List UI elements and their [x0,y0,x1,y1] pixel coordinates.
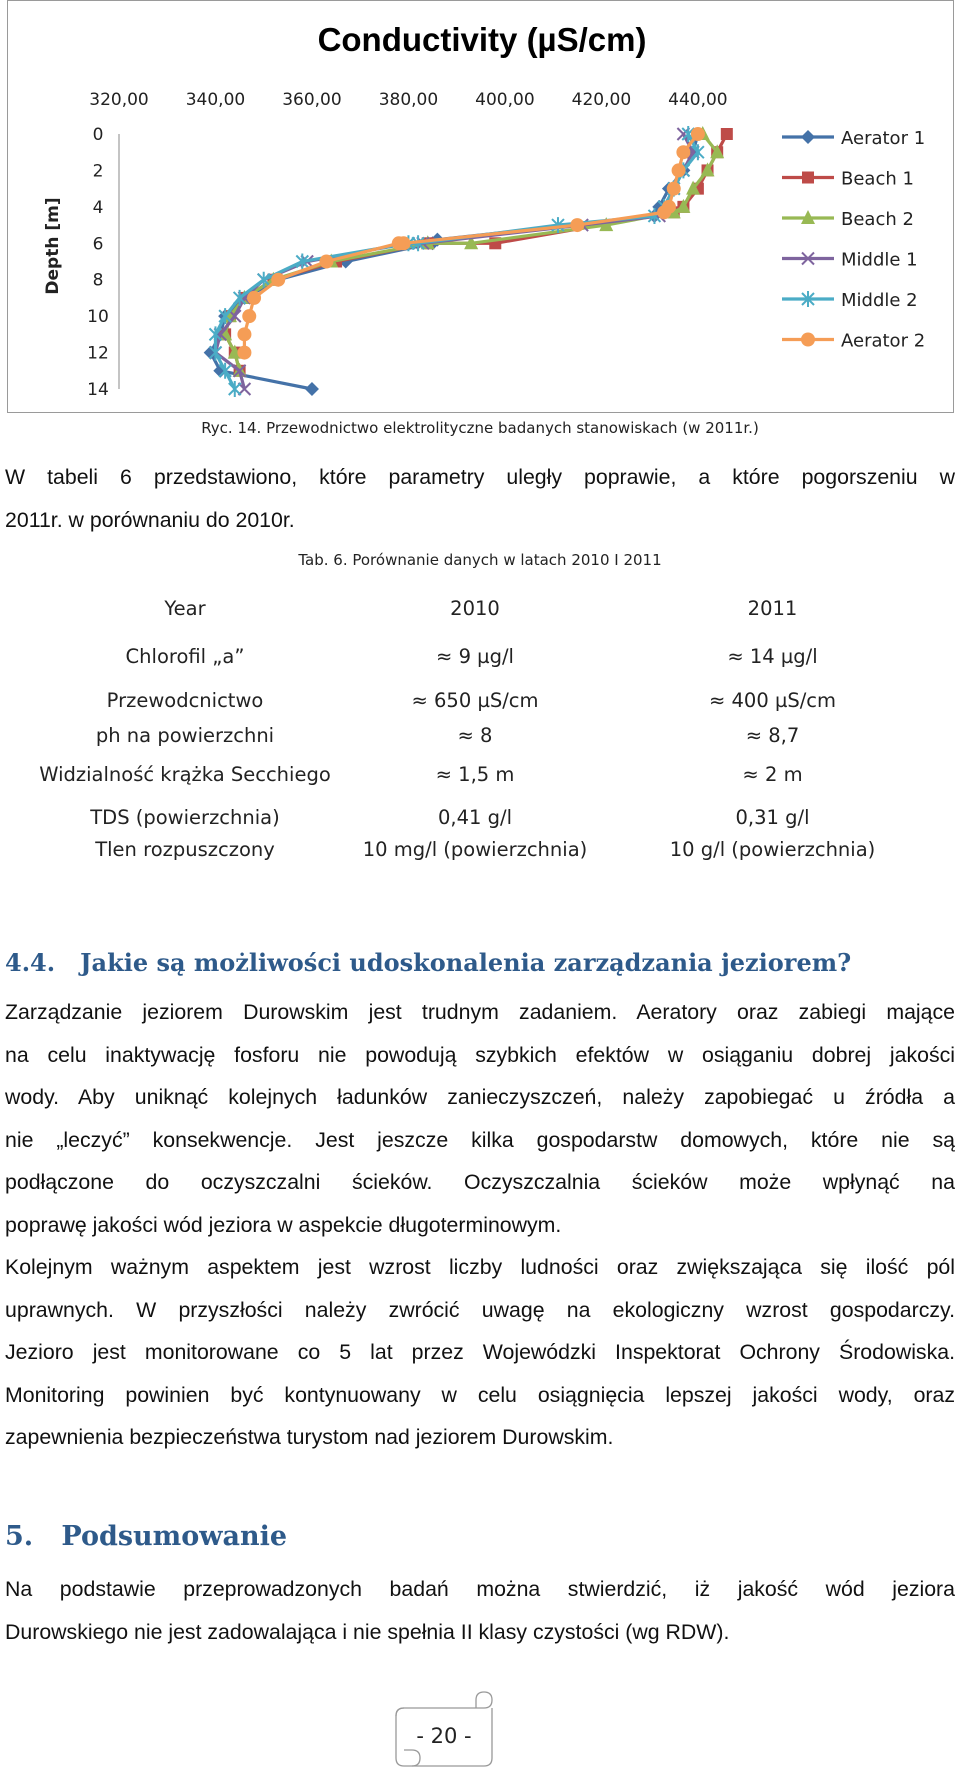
chart-title: Conductivity (µS/cm) [317,21,647,58]
data-point [392,236,406,250]
y-tick-label: 8 [92,270,104,291]
table-caption: Tab. 6. Porównanie danych w latach 2010 I 2011 [298,551,662,569]
intro-line: W tabeli 6 przedstawiono, które parametry uległy poprawie, a które pogorszeniu w [5,465,955,489]
data-point [672,163,686,177]
legend-label: Middle 2 [841,290,918,311]
x-tick-label: 320,00 [89,90,149,110]
y-tick-label: 6 [92,234,104,255]
y-tick-label: 10 [87,307,109,328]
x-tick-label: 420,00 [571,90,632,110]
y-axis-label: Depth [m] [43,197,63,295]
table-row [0,724,960,752]
body-line: Durowskiego nie jest zadowalająca i nie spełnia II klasy czystości (wg RDW). [5,1619,730,1644]
table-row [0,838,960,866]
table-cell: ≈ 14 µg/l [727,645,818,668]
table-cell: 0,31 g/l [735,806,810,829]
data-point [721,128,733,140]
y-tick-label: 12 [87,343,109,364]
data-point [271,273,285,287]
body-line: Na podstawie przeprowadzonych badań można stwierdzić, iż jakość wód jeziora [5,1577,955,1601]
y-tick-label: 14 [87,380,109,400]
legend-label: Aerator 2 [841,330,926,352]
x-tick-label: 360,00 [282,90,342,110]
body-line: Kolejnym ważnym aspektem jest wzrost liczby ludności oraz zwiększająca się ilość pól [5,1255,955,1279]
page-number: - 20 - [416,1724,472,1748]
table-cell: Chlorofil „a” [125,645,245,668]
y-tick-label: 4 [92,197,104,218]
data-point [237,346,251,360]
x-tick-label: 400,00 [475,90,535,110]
table-cell: ≈ 1,5 m [435,763,515,786]
data-point [247,291,261,305]
body-line: Jezioro jest monitorowane co 5 lat przez Wojewódzki Inspektorat Ochrony Środowiska. [5,1340,955,1364]
series-line [215,134,693,389]
body-line: na celu inaktywację fosforu nie powodują szybkich efektów w osiąganiu dobrej jakości [5,1042,955,1067]
body-line: wody. Aby uniknąć kolejnych ładunków zanieczyszczeń, należy zapobiegać u źródła a [5,1085,955,1109]
legend-marker [802,172,814,184]
table-cell: ≈ 2 m [742,763,803,786]
table-row [0,763,960,791]
table-cell: ≈ 9 µg/l [436,645,514,668]
page-number-badge [384,1688,504,1768]
legend-marker [801,130,815,144]
body-line: uprawnych. W przyszłości należy zwrócić uwagę na ekologiczny wzrost gospodarczy. [5,1297,955,1322]
data-point [676,145,690,159]
table-cell: 10 mg/l (powierzchnia) [362,838,588,861]
data-point [242,309,256,323]
table-header-row [0,597,960,625]
section-heading-4-4: 4.4. Jakie są możliwości udoskonalenia zarządzania jeziorem? [5,948,852,977]
table-cell: ph na powierzchni [95,724,275,747]
legend-marker [801,333,815,347]
legend-label: Beach 2 [841,209,914,230]
data-point [305,382,319,396]
series-line [225,134,727,371]
table-cell: ≈ 650 µS/cm [411,689,539,712]
intro-paragraph [5,456,955,541]
series-line [225,134,717,371]
table-cell: ≈ 400 µS/cm [708,689,837,712]
chart-canvas [8,1,955,414]
body-line: Monitoring powinien być kontynuowany w celu osiągnięcia lepszej jakości wody, oraz [5,1382,955,1407]
header-cell: 2011 [747,597,798,620]
body-line: nie „leczyć” konsekwencje. Jest jeszcze kilka gospodarstw domowych, które nie są [5,1127,955,1152]
legend-label: Middle 1 [841,249,918,271]
table-row [0,645,960,673]
table-cell: TDS (powierzchnia) [90,806,280,829]
figure-caption: Ryc. 14. Przewodnictwo elektrolityczne badanych stanowiskach (w 2011r.) [201,419,759,437]
body-line: Zarządzanie jeziorem Durowskim jest trudnym zadaniem. Aeratory oraz zabiegi mające [5,1000,955,1024]
data-point [657,205,671,219]
table-cell: 10 g/l (powierzchnia) [669,838,876,861]
intro-line: 2011r. w porównaniu do 2010r. [5,507,295,532]
legend-label: Aerator 1 [841,128,926,149]
conductivity-chart [7,0,954,413]
header-cell: 2010 [450,597,500,620]
table-cell: Przewodcnictwo [106,689,264,712]
x-tick-label: 440,00 [668,90,728,110]
table-cell: ≈ 8 [457,724,493,747]
series-line [211,134,698,389]
body-line: poprawę jakości wód jeziora w aspekcie długoterminowym. [5,1212,562,1237]
series-line [215,134,697,389]
data-point [237,327,251,341]
body-line: podłączone do oczyszczalni ścieków. Oczyszczalnia ścieków może wpłynąć na [5,1170,955,1194]
x-tick-label: 340,00 [185,90,246,110]
y-tick-label: 0 [92,125,104,145]
data-point [229,381,241,397]
section-4-4-body [5,991,955,1459]
table-cell: ≈ 8,7 [745,724,800,747]
section-heading-5: 5. Podsumowanie [5,1521,288,1552]
section-5-body [5,1568,955,1653]
table-cell: Widzialność krążka Secchiego [39,763,331,786]
legend-label: Beach 1 [841,168,914,190]
table-cell: Tlen rozpuszczony [95,838,275,861]
data-point [691,127,705,141]
x-tick-label: 380,00 [378,90,439,110]
header-cell: Year [164,597,206,620]
body-line: zapewnienia bezpieczeństwa turystom nad jeziorem Durowskim. [5,1425,614,1449]
table-cell: 0,41 g/l [438,806,512,829]
data-point [570,218,584,232]
table-row [0,689,960,717]
data-point [667,182,681,196]
table-row [0,806,960,834]
data-point [319,255,333,269]
y-tick-label: 2 [92,161,104,182]
